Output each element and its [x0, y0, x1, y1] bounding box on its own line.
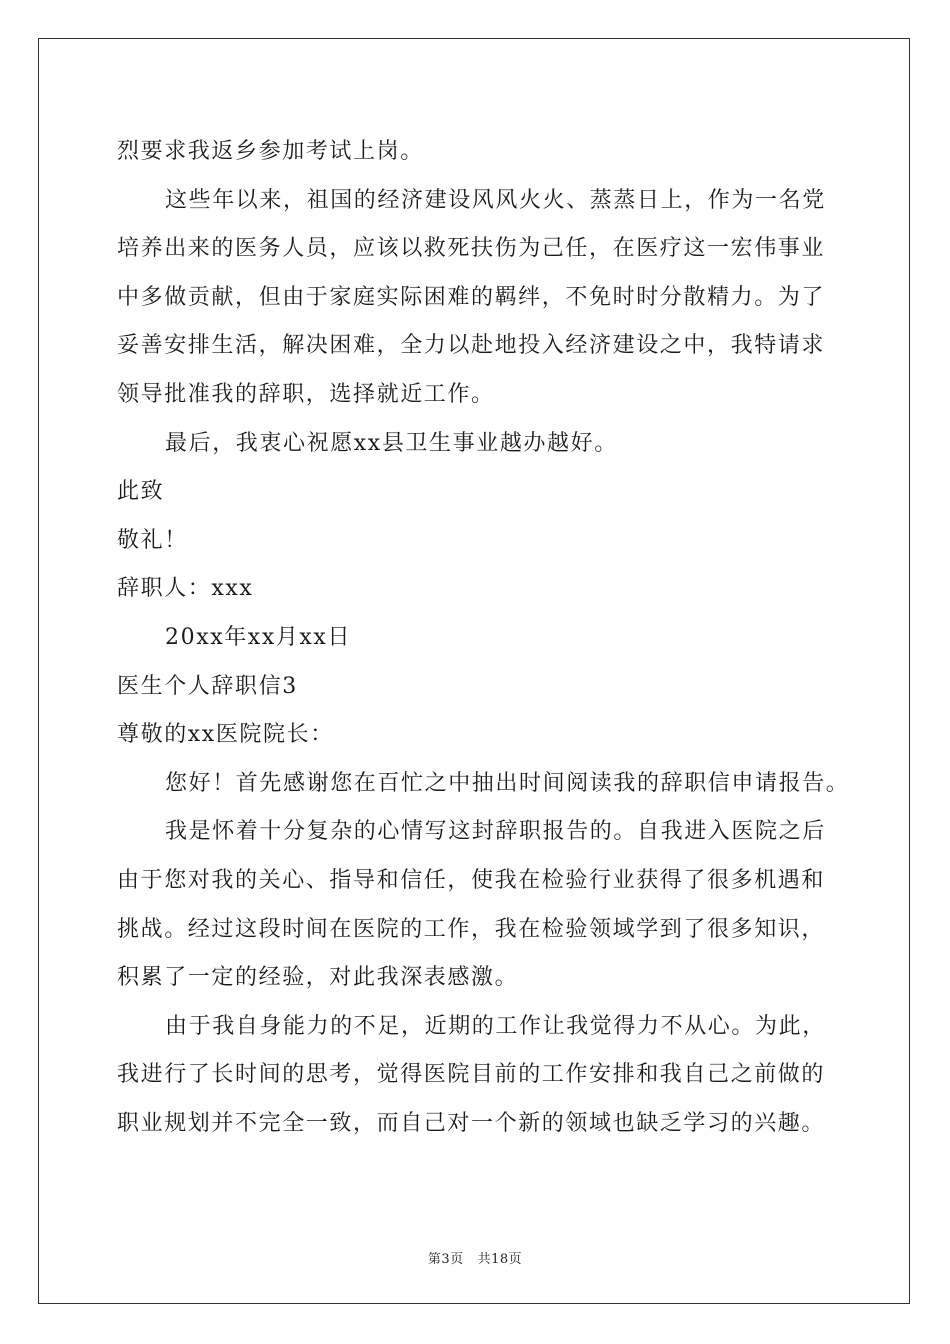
- text-line: 您好！首先感谢您在百忙之中抽出时间阅读我的辞职信申请报告。: [165, 770, 850, 796]
- section-title: 医生个人辞职信3: [117, 673, 298, 699]
- text-line: 烈要求我返乡参加考试上岗。: [117, 139, 424, 164]
- text-line: 由于您对我的关心、指导和信任，使我在检验行业获得了很多机遇和: [117, 867, 826, 893]
- signature-line: 辞职人：xxx: [117, 576, 254, 602]
- date-line: 20xx年xx月xx日: [165, 624, 352, 650]
- page-footer: [0, 1248, 950, 1267]
- text-line: 妥善安排生活，解决困难，全力以赴地投入经济建设之中，我特请求: [117, 333, 826, 359]
- page-total: 共18页: [477, 1252, 523, 1267]
- letter-body: [117, 128, 850, 1148]
- salutation-close: 此致: [117, 479, 165, 505]
- text-line: 中多做贡献，但由于家庭实际困难的羁绊，不免时时分散精力。为了: [117, 284, 826, 310]
- text-line: 培养出来的医务人员，应该以救死扶伤为己任，在医疗这一宏伟事业: [117, 236, 826, 262]
- salutation-regards: 敬礼！: [117, 527, 188, 553]
- closing-wish: 最后，我衷心祝愿xx县卫生事业越办越好。: [165, 430, 618, 456]
- text-line: 我是怀着十分复杂的心情写这封辞职报告的。自我进入医院之后: [165, 819, 826, 845]
- text-line: 职业规划并不完全一致，而自己对一个新的领域也缺乏学习的兴趣。: [117, 1110, 826, 1136]
- text-line: 我进行了长时间的思考，觉得医院目前的工作安排和我自己之前做的: [117, 1062, 826, 1088]
- text-line: 由于我自身能力的不足，近期的工作让我觉得力不从心。为此，: [165, 1013, 826, 1039]
- page-number: 第3页: [427, 1252, 464, 1267]
- letter-greeting: 尊敬的xx医院院长：: [117, 722, 334, 748]
- text-line: 这些年以来，祖国的经济建设风风火火、蒸蒸日上，作为一名党: [165, 187, 826, 213]
- text-line: 挑战。经过这段时间在医院的工作，我在检验领域学到了很多知识，: [117, 916, 826, 942]
- text-line: 积累了一定的经验，对此我深表感激。: [117, 965, 519, 991]
- text-line: 领导批准我的辞职，选择就近工作。: [117, 381, 495, 407]
